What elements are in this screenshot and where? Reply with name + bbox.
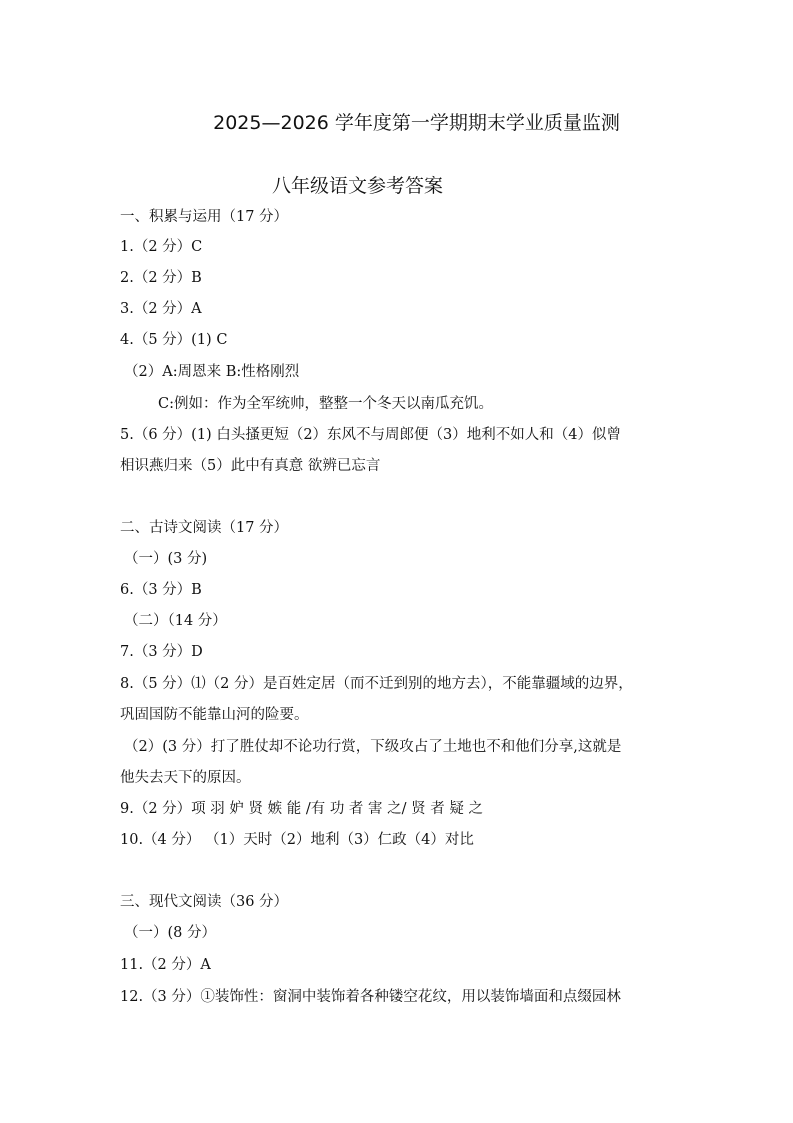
answer-line: 3.（2 分）A: [120, 301, 202, 317]
section-heading-1: 一、积累与运用（17 分）: [120, 209, 289, 225]
answer-line: 2.（2 分）B: [120, 270, 202, 286]
answer-line: 巩固国防不能靠山河的险要。: [120, 707, 309, 723]
answer-line: 他失去天下的原因。: [120, 770, 251, 786]
answer-line: 7.（3 分）D: [120, 644, 203, 660]
answer-line: 5.（6 分）(1) 白头搔更短（2）东风不与周郎便（3）地利不如人和（4）似曾: [120, 427, 621, 443]
answer-line: （2）A:周恩来 B:性格刚烈: [124, 364, 300, 380]
page-subtitle: 八年级语文参考答案: [272, 175, 444, 197]
answer-line: （一）(3 分): [124, 551, 208, 567]
answer-line: （一）(8 分）: [124, 925, 216, 941]
answer-line: 12.（3 分）①装饰性：窗洞中装饰着各种镂空花纹，用以装饰墙面和点缀园林: [120, 989, 621, 1005]
answer-line: C:例如：作为全军统帅，整整一个冬天以南瓜充饥。: [158, 396, 493, 412]
answer-line: 1.（2 分）C: [120, 239, 203, 255]
answer-line: 11.（2 分）A: [120, 957, 211, 973]
answer-line: （二）（14 分）: [124, 613, 227, 629]
page-title: 2025—2026 学年度第一学期期末学业质量监测: [213, 112, 620, 134]
section-heading-3: 三、现代文阅读（36 分）: [120, 894, 289, 910]
section-heading-2: 二、古诗文阅读（17 分）: [120, 520, 289, 536]
answer-line: 8.（5 分）⑴（2 分）是百姓定居（而不迁到别的地方去），不能靠疆域的边界，: [120, 676, 633, 692]
answer-line: 10.（4 分） （1）天时（2）地利（3）仁政（4）对比: [120, 832, 474, 848]
answer-line: 4.（5 分）(1) C: [120, 332, 228, 348]
answer-line: 6.（3 分）B: [120, 582, 202, 598]
answer-line: 9.（2 分）项 羽 妒 贤 嫉 能 /有 功 者 害 之/ 贤 者 疑 之: [120, 801, 483, 817]
answer-line: 相识燕归来（5）此中有真意 欲辨已忘言: [120, 458, 381, 474]
answer-line: （2）(3 分）打了胜仗却不论功行赏，下级攻占了土地也不和他们分享,这就是: [124, 739, 622, 755]
